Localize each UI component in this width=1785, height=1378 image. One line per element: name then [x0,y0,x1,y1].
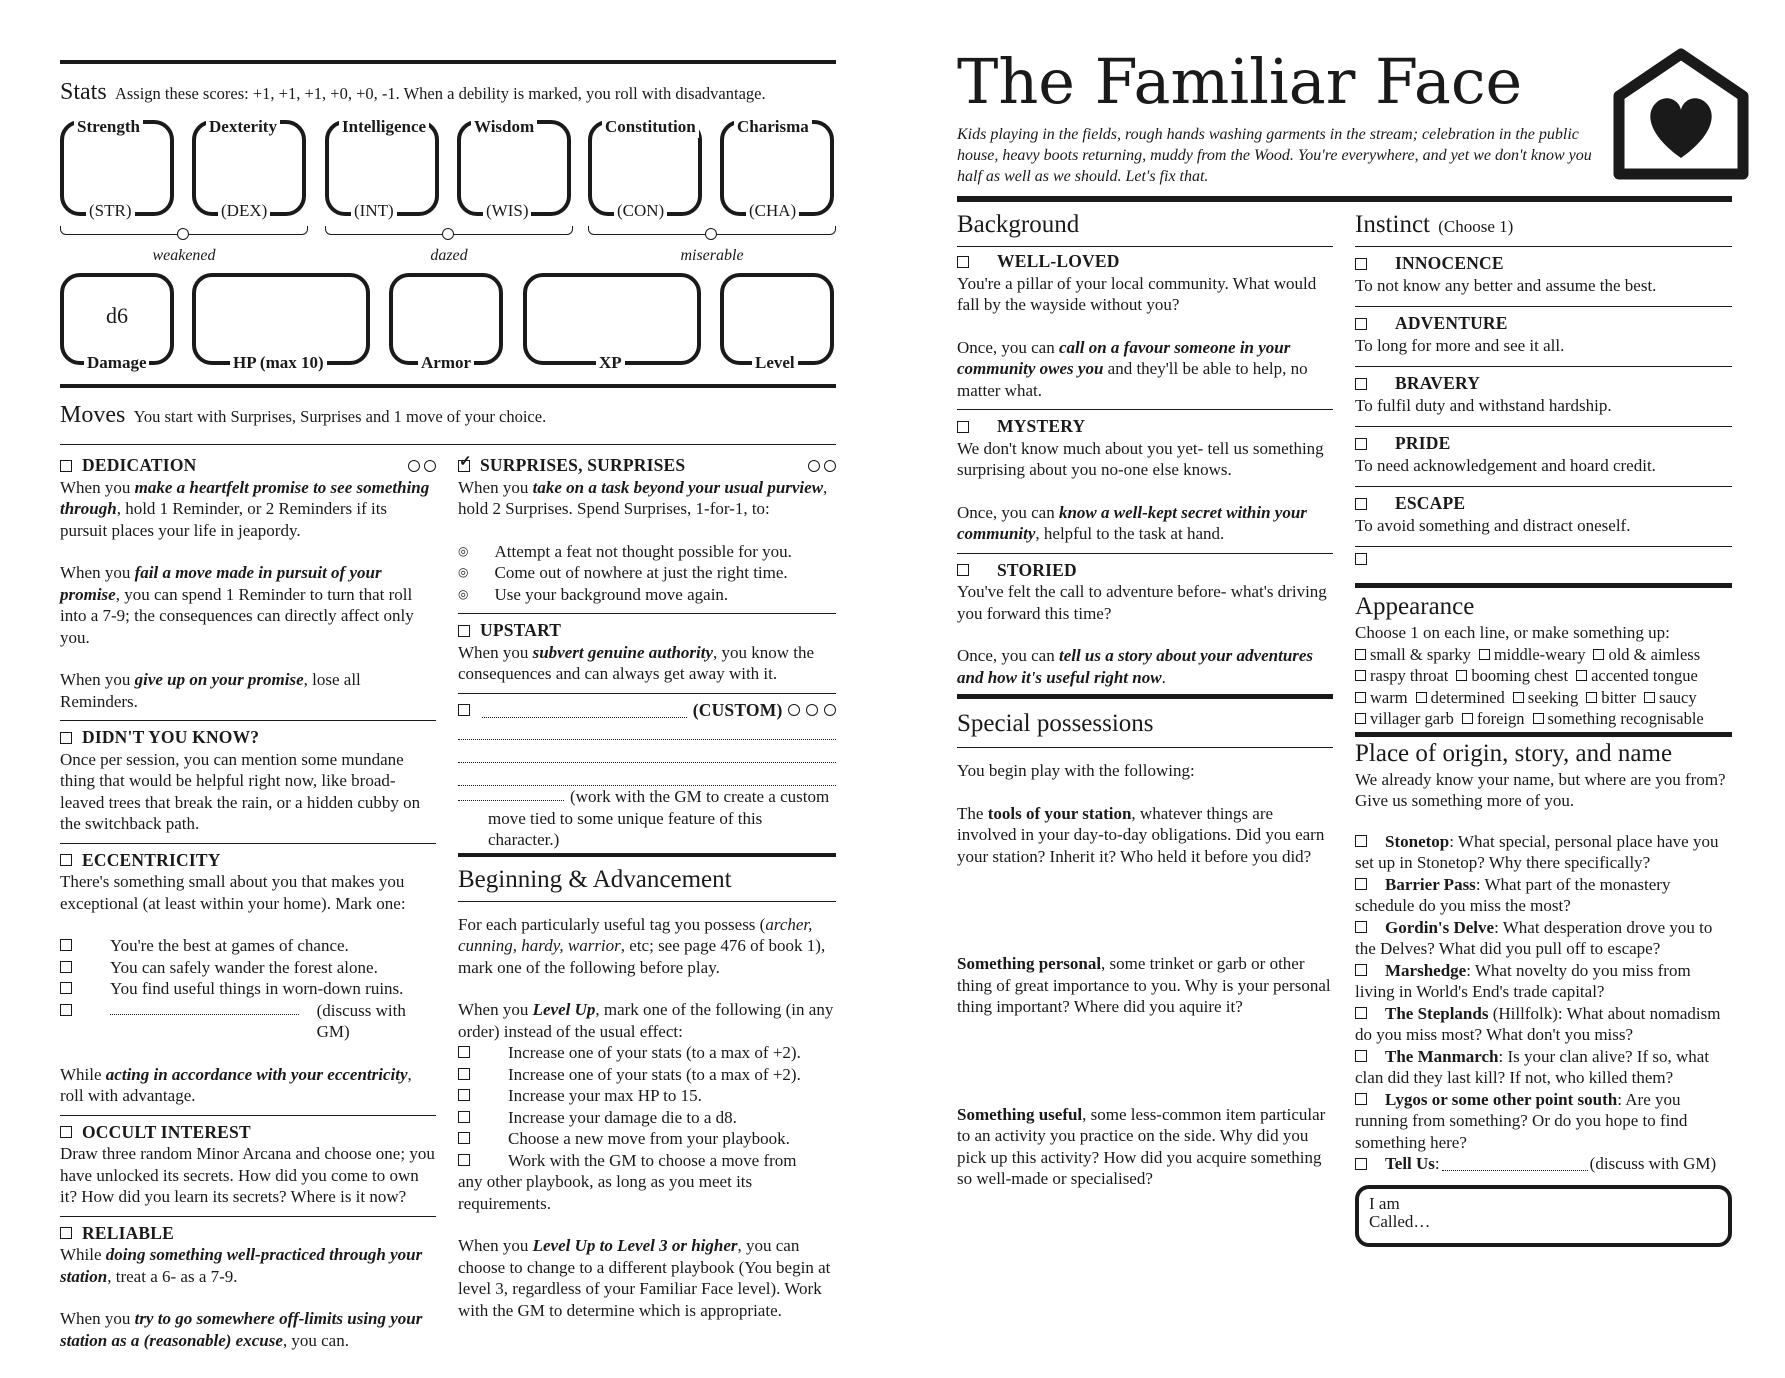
origin-option[interactable]: Lygos or some other point south: Are you running from something? Or do you hope to find something here? [1355,1089,1688,1152]
background-column [957,206,1333,1190]
reliable-title: RELIABLE [82,1222,175,1243]
stat-name: Charisma [734,116,812,138]
moves-column-2 [458,449,836,1321]
name-label-1: I am [1369,1193,1400,1213]
occult-checkbox[interactable] [60,1126,72,1138]
stat-abbr: (INT) [351,200,397,222]
level-label: Level [752,352,798,374]
appearance-checkbox[interactable] [1462,713,1473,724]
damage-value: d6 [106,303,128,328]
move-custom[interactable] [458,700,836,722]
instinct-checkbox[interactable] [1355,318,1367,330]
appearance-option[interactable]: foreign [1476,709,1525,728]
possession-personal: Something personal, some trinket or garb or other thing of great importance to you. Why is your personal thing important? Where did you aquire it? [957,954,1331,1016]
eccentricity-text-2: While acting in accordance with your eccentricity, roll with advantage. [60,1064,412,1105]
appearance-checkbox[interactable] [1355,649,1366,660]
playbook-intro: Kids playing in the fields, rough hands washing garments in the stream; celebration in the public house, heavy boots returning, muddy from the Wood. You're everywhere, and yet we don't know you half as well as we should. Let's fix that. [957,126,1592,185]
move-dedication[interactable] [60,455,436,477]
appearance-option[interactable]: old & aimless [1608,644,1701,664]
custom-lines[interactable] [458,721,836,740]
move-reliable[interactable] [60,1223,436,1245]
possessions-intro: You begin play with the following: [957,761,1195,780]
spiral-bullet-icon: ◎ [458,565,469,579]
background-checkbox[interactable] [957,256,969,268]
reliable-text-1: While doing something well-practiced through your station, treat a 6- as a 7-9. [60,1245,423,1286]
appearance-checkbox[interactable] [1644,692,1655,703]
surprises-text: When you take on a task beyond your usual purview, hold 2 Surprises. Spend Surprises, 1-for-1, to: [458,477,828,518]
stat-abbr: (WIS) [483,200,531,222]
origin-checkbox[interactable] [1355,921,1367,933]
origin-checkbox[interactable] [1355,1093,1367,1105]
custom-name-field[interactable] [482,703,687,718]
advancement-text-1: For each particularly useful tag you possess (archer, cunning, hardy, warrior, etc; see page 476 of book 1), mark one of the following before play. [458,914,826,977]
reminder-circle[interactable] [408,460,420,472]
custom-circle[interactable] [788,704,800,716]
origin-option[interactable]: Marshedge: What novelty do you miss from living in World's End's trade capital? [1355,960,1691,1001]
eccentricity-checkbox[interactable] [60,854,72,866]
instinct-adventure[interactable]: ADVENTURE To long for more and see it all. [1355,313,1732,367]
debility-dazed-label: dazed [430,247,468,264]
origin-option[interactable]: The Manmarch: Is your clan alive? If so, what clan did they last kill? If not, who killed them? [1355,1046,1710,1087]
stats-heading-row [60,79,766,105]
appearance-option[interactable]: bitter [1601,687,1637,707]
surprises-bullet: ◎ Come out of nowhere at just the right time. [458,563,788,582]
appearance-checkbox[interactable] [1513,692,1524,703]
instinct-custom-checkbox[interactable] [1355,553,1367,565]
background-checkbox[interactable] [957,421,969,433]
move-surprises[interactable] [458,455,836,477]
appearance-option[interactable]: accented tongue [1591,666,1698,685]
appearance-option[interactable]: small & sparky [1370,644,1471,664]
didnt-text: Once per session, you can mention some mundane thing that would be helpful right now, like broad-leaved trees that break the rain, or a hidden cubby on the switchback path. [60,749,421,833]
move-upstart[interactable] [458,620,836,642]
advancement-option[interactable]: Increase your max HP to 15. [458,1085,836,1107]
appearance-checkbox[interactable] [1416,692,1427,703]
instinct-pride[interactable]: PRIDE To need acknowledgement and hoard credit. [1355,433,1732,487]
appearance-option[interactable]: something recognisable [1547,709,1704,728]
appearance-option[interactable]: middle-weary [1493,644,1586,664]
instinct-checkbox[interactable] [1355,258,1367,270]
surprise-circle[interactable] [808,460,820,472]
custom-note-1: (work with the GM to create a custom [570,787,830,806]
appearance-checkbox[interactable] [1456,670,1467,681]
xp-label: XP [596,352,625,374]
appearance-row [1355,708,1732,730]
custom-circle[interactable] [824,704,836,716]
stat-name: Intelligence [339,116,429,138]
eccentricity-title: ECCENTRICITY [82,849,221,870]
appearance-row [1355,644,1732,666]
custom-note-2: move tied to some unique feature of this character.) [488,808,763,849]
dedication-text-1: When you make a heartfelt promise to see something through, hold 1 Reminder, or 2 Reminders if its pursuit places your life in jeapordy. [60,477,430,540]
eccentricity-text: There's something small about you that makes you exceptional (at least within your home). Mark one: [60,872,406,913]
spiral-bullet-icon: ◎ [458,586,469,601]
origin-checkbox[interactable] [1355,964,1367,976]
appearance-heading: Appearance [1355,593,1475,620]
name-box[interactable] [1355,1185,1732,1247]
playbook-title: The Familiar Face [957,45,1523,118]
appearance-option[interactable]: villager garb [1370,709,1454,728]
advancement-heading: Beginning & Advancement [458,865,732,893]
origin-intro: We already know your name, but where are you from? Give us something more of you. [1355,769,1726,810]
origin-option[interactable]: Gordin's Delve: What desperation drove you to the Delves? What did you pull off to escape? [1355,917,1713,958]
moves-column-1 [60,449,436,1351]
instinct-sub: (Choose 1) [1438,217,1514,236]
background-well-loved[interactable]: WELL-LOVED You're a pillar of your local community. What would fall by the wayside without you? Once, you can call on a favour someone in your community owes you and they'll be able to help, no matter what. [957,251,1317,400]
instinct-checkbox[interactable] [1355,498,1367,510]
moves-heading-row [60,402,547,428]
advancement-option[interactable]: Choose a new move from your playbook. [458,1128,836,1150]
appearance-checkbox[interactable] [1533,713,1544,724]
origin-option[interactable]: Stonetop: What special, personal place have you set up in Stonetop? Why there specifically? [1355,831,1719,872]
origin-checkbox[interactable] [1355,1050,1367,1062]
debility-weakened-label: weakened [152,247,216,264]
stat-abbr: (CHA) [746,200,799,222]
occult-text: Draw three random Minor Arcana and choose one; you have unlocked its secrets. How did you come to own it? How did you learn its secrets? Where is it now? [60,1144,435,1206]
appearance-option[interactable]: booming chest [1471,666,1569,685]
surprises-title: SURPRISES, SURPRISES [480,455,686,475]
stat-name: Constitution [602,116,699,138]
dedication-text-3: When you give up on your promise, lose all Reminders. [60,670,361,711]
instinct-escape[interactable]: ESCAPE To avoid something and distract oneself. [1355,493,1732,547]
advancement-option[interactable]: Increase your damage die to a d8. [458,1107,836,1129]
custom-lines[interactable] [458,763,836,786]
possession-station: The tools of your station, whatever things are involved in your day-to-day obligations. Did you earn your station? Inherit it? Who held it before you did? [957,803,1325,866]
name-label-2: Called… [1369,1211,1431,1231]
stat-name: Dexterity [206,116,280,138]
advancement-option-tail: any other playbook, as long as you meet its requirements. [458,1172,753,1213]
background-mystery[interactable]: MYSTERY We don't know much about you yet- tell us something surprising about you no-one else knows. Once, you can know a well-kept secret within your community, helpful to the task at hand. [957,409,1333,545]
dedication-checkbox[interactable] [60,460,72,472]
debility-miserable-label: miserable [680,247,744,264]
dedication-title: DEDICATION [82,455,197,475]
custom-circle[interactable] [806,704,818,716]
spiral-bullet-icon: ◎ [458,543,469,558]
instinct-checkbox[interactable] [1355,438,1367,450]
debility-dazed-circle[interactable] [442,228,454,240]
moves-heading: Moves [60,402,126,428]
eccentricity-option[interactable]: You find useful things in worn-down ruins. [60,978,436,1000]
move-didnt-you-know[interactable] [60,727,436,749]
origin-option[interactable]: Barrier Pass: What part of the monastery schedule do you miss the most? [1355,874,1671,915]
appearance-checkbox[interactable] [1576,670,1587,681]
instinct-checkbox[interactable] [1355,378,1367,390]
possessions-heading: Special possessions [957,710,1154,737]
instinct-column [1355,206,1732,1247]
surprises-bullet: ◎ Attempt a feat not thought possible for you. [458,541,792,561]
house-heart-icon [1607,46,1755,182]
appearance-option[interactable]: determined [1430,687,1505,707]
instinct-heading-row [1355,210,1732,240]
advancement-text-3: When you Level Up to Level 3 or higher, you can choose to change to a different playbook (You begin at level 3, regardless of your Familiar Face level). Work with the GM to determine which is appropriate. [458,1236,831,1320]
background-heading: Background [957,211,1080,238]
appearance-intro: Choose 1 on each line, or make something up: [1355,623,1670,642]
custom-title: (CUSTOM) [692,699,783,720]
custom-checkbox[interactable] [458,704,470,716]
occult-title: OCCULT INTEREST [82,1121,251,1142]
origin-heading: Place of origin, story, and name [1355,739,1673,767]
appearance-checkbox[interactable] [1355,692,1366,703]
surprises-checkbox-checked[interactable]: ✓ [459,453,472,470]
appearance-option[interactable]: saucy [1659,687,1697,707]
background-storied[interactable]: STORIED You've felt the call to adventure before- what's driving you forward this time? Once, you can tell us a story about your adventures and how it's useful right now. [957,553,1333,689]
instinct-innocence[interactable]: INNOCENCE To not know any better and assume the best. [1355,253,1732,307]
damage-label: Damage [84,352,149,374]
appearance-checkbox[interactable] [1355,713,1366,724]
stats-heading: Stats [60,79,107,105]
advancement-option[interactable]: Increase one of your stats (to a max of +2). [458,1064,836,1086]
origin-tell-us[interactable]: Tell Us : (discuss with GM) [1355,1153,1732,1175]
upstart-checkbox[interactable] [458,625,470,637]
reminder-circle[interactable] [424,460,436,472]
appearance-row [1355,687,1732,709]
surprises-bullet: ◎ Use your background move again. [458,584,729,604]
upstart-title: UPSTART [480,620,562,640]
eccentricity-option[interactable]: You can safely wander the forest alone. [60,957,436,979]
appearance-option[interactable]: warm [1370,687,1408,707]
custom-lines[interactable] [458,740,836,763]
origin-checkbox[interactable] [1355,878,1367,890]
origin-checkbox[interactable] [1355,835,1367,847]
tell-us-field[interactable] [1442,1156,1588,1171]
armor-label: Armor [418,352,474,374]
stat-name: Wisdom [471,116,537,138]
reliable-text-2: When you try to go somewhere off-limits using your station as a (reasonable) excuse, you can. [60,1309,423,1350]
eccentricity-option[interactable]: You're the best at games of chance. [60,935,436,957]
possession-useful: Something useful, some less-common item particular to an activity you practice on the side. Why did you pick up this activity? How did you acquire something so well-made or specialised? [957,1104,1326,1188]
appearance-option[interactable]: raspy throat [1370,666,1449,685]
appearance-checkbox[interactable] [1586,692,1597,703]
origin-option[interactable]: The Steplands (Hillfolk): What about nomadism do you miss most? What don't you miss? [1355,1003,1721,1044]
instinct-bravery[interactable]: BRAVERY To fulfil duty and withstand hardship. [1355,373,1732,427]
moves-intro: You start with Surprises, Surprises and 1 move of your choice. [133,407,547,426]
didnt-title: DIDN'T YOU KNOW? [82,727,260,747]
advancement-option[interactable]: Increase one of your stats (to a max of +2). [458,1042,836,1064]
instinct-heading: Instinct [1355,211,1430,238]
stat-abbr: (CON) [614,200,667,222]
instinct-custom[interactable] [1355,553,1732,565]
appearance-checkbox[interactable] [1479,649,1490,660]
advancement-text-2: When you Level Up, mark one of the following (in any order) instead of the usual effect: [458,1000,834,1041]
dedication-text-2: When you fail a move made in pursuit of your promise, you can spend 1 Reminder to turn that roll into a 7-9; the consequences can directly affect only you. [60,563,414,647]
reliable-checkbox[interactable] [60,1227,72,1239]
hp-label: HP (max 10) [230,352,327,374]
upstart-text: When you subvert genuine authority, you know the consequences and can always get away with it. [458,642,815,683]
stat-abbr: (STR) [86,200,135,222]
appearance-row [1355,665,1732,687]
debility-miserable-circle[interactable] [705,228,717,240]
background-checkbox[interactable] [957,564,969,576]
appearance-checkbox[interactable] [1593,649,1604,660]
stat-name: Strength [74,116,143,138]
move-eccentricity[interactable] [60,850,436,872]
advancement-option[interactable]: Work with the GM to choose a move from [458,1150,836,1172]
stats-intro: Assign these scores: +1, +1, +1, +0, +0, -1. When a debility is marked, you roll with disadvantage. [114,84,766,103]
appearance-option[interactable]: seeking [1527,687,1579,707]
origin-checkbox[interactable] [1355,1007,1367,1019]
didnt-checkbox[interactable] [60,732,72,744]
debility-weakened-circle[interactable] [177,228,189,240]
eccentricity-custom-option[interactable]: (discuss with GM) [60,1000,436,1043]
appearance-checkbox[interactable] [1355,670,1366,681]
stat-abbr: (DEX) [218,200,270,222]
move-occult-interest[interactable] [60,1122,436,1144]
surprise-circle[interactable] [824,460,836,472]
